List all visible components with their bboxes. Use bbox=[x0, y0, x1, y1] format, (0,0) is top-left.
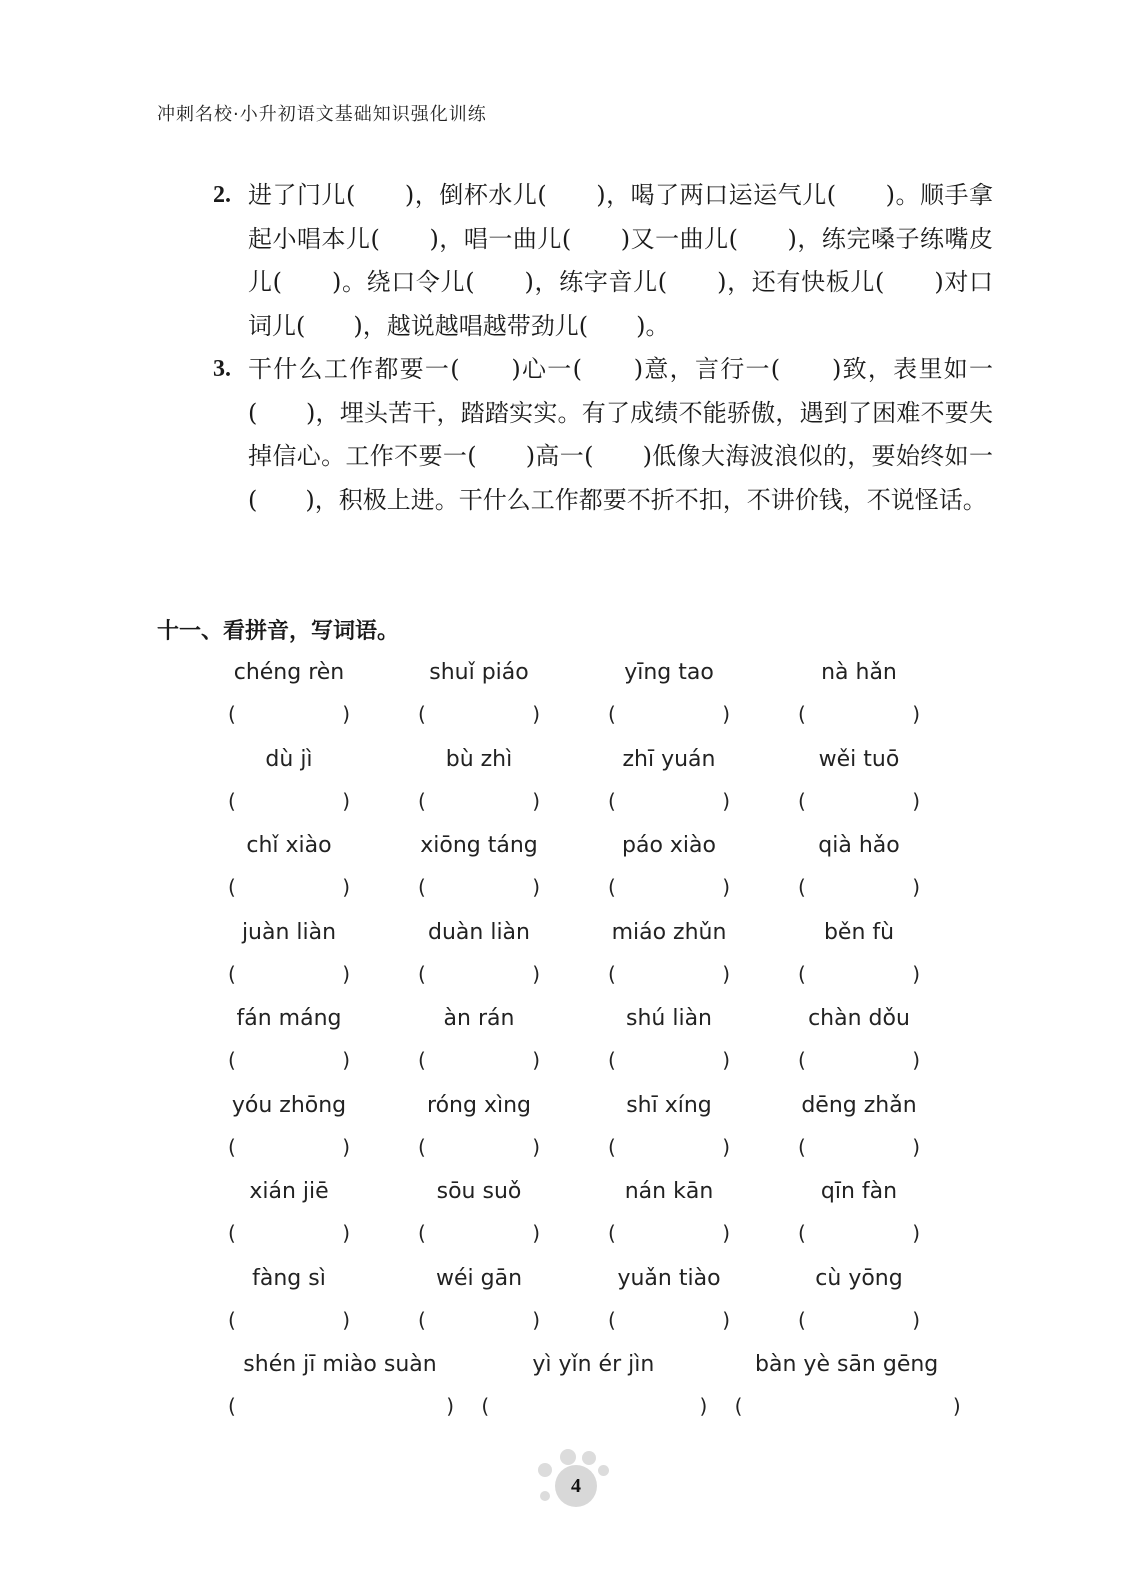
page-number: 4 bbox=[555, 1465, 597, 1507]
question-3 bbox=[213, 348, 993, 522]
paren-open: ( bbox=[418, 1048, 426, 1072]
pinyin-item bbox=[780, 737, 970, 824]
paren-close: ) bbox=[952, 1394, 961, 1418]
answer-blank[interactable] bbox=[228, 962, 350, 986]
paren-close: ) bbox=[532, 1134, 540, 1159]
pinyin-row bbox=[210, 1169, 970, 1256]
pinyin-item bbox=[210, 1256, 400, 1343]
answer-blank[interactable] bbox=[608, 962, 730, 986]
answer-blank[interactable] bbox=[608, 1135, 730, 1159]
answer-blank[interactable] bbox=[608, 1221, 730, 1245]
pinyin-item bbox=[210, 910, 400, 997]
pinyin-text: cù yōng bbox=[815, 1265, 903, 1291]
paw-dot-icon bbox=[582, 1451, 596, 1465]
answer-blank[interactable] bbox=[608, 789, 730, 813]
pinyin-item bbox=[717, 1342, 970, 1429]
pinyin-text: shī xíng bbox=[626, 1092, 712, 1118]
paren-close: ) bbox=[342, 1134, 350, 1159]
pinyin-text: sōu suǒ bbox=[436, 1179, 522, 1204]
paren-close: ) bbox=[912, 1048, 920, 1072]
paren-close: ) bbox=[342, 788, 350, 813]
paren-open: ( bbox=[608, 961, 616, 986]
pinyin-item bbox=[463, 1342, 716, 1429]
answer-blank[interactable] bbox=[608, 702, 730, 726]
pinyin-grid bbox=[210, 650, 970, 1429]
pinyin-row bbox=[210, 1083, 970, 1170]
paren-open: ( bbox=[798, 961, 806, 986]
paren-open: ( bbox=[418, 875, 426, 899]
paren-open: ( bbox=[418, 1307, 426, 1332]
pinyin-text: shén jī miào suàn bbox=[243, 1352, 437, 1377]
pinyin-text: nán kān bbox=[624, 1179, 714, 1204]
paren-close: ) bbox=[912, 1307, 920, 1332]
paren-close: ) bbox=[912, 788, 920, 813]
pinyin-row-idioms bbox=[210, 1342, 970, 1429]
pinyin-item bbox=[210, 650, 400, 737]
pinyin-item bbox=[780, 910, 970, 997]
pinyin-row bbox=[210, 910, 970, 997]
paren-open: ( bbox=[228, 1307, 236, 1332]
answer-blank[interactable] bbox=[228, 1308, 350, 1332]
section-title: 十一、看拼音，写词语。 bbox=[157, 619, 400, 644]
paren-close: ) bbox=[912, 702, 920, 726]
pinyin-item bbox=[780, 1169, 970, 1256]
pinyin-text: fán máng bbox=[236, 1006, 342, 1031]
answer-blank[interactable] bbox=[228, 875, 350, 899]
paren-close: ) bbox=[912, 1221, 920, 1245]
pinyin-item bbox=[210, 1169, 400, 1256]
pinyin-item bbox=[400, 910, 590, 997]
pinyin-item bbox=[780, 1083, 970, 1170]
paren-open: ( bbox=[228, 788, 236, 813]
pinyin-item bbox=[400, 1083, 590, 1170]
answer-blank[interactable] bbox=[228, 702, 350, 726]
paren-close: ) bbox=[446, 1394, 454, 1418]
paren-close: ) bbox=[722, 1307, 730, 1332]
paren-open: ( bbox=[418, 961, 426, 986]
paren-open: ( bbox=[734, 1394, 743, 1418]
pinyin-row bbox=[210, 823, 970, 910]
paren-open: ( bbox=[418, 788, 426, 813]
pinyin-text: yīng tao bbox=[624, 660, 714, 685]
paren-open: ( bbox=[798, 1307, 806, 1332]
answer-blank[interactable] bbox=[798, 1048, 920, 1072]
pinyin-item bbox=[400, 996, 590, 1083]
answer-blank[interactable] bbox=[228, 1394, 454, 1418]
answer-blank[interactable] bbox=[418, 1135, 540, 1159]
pinyin-text: nà hǎn bbox=[821, 660, 897, 685]
paren-open: ( bbox=[228, 702, 236, 726]
paren-close: ) bbox=[532, 961, 540, 986]
paren-close: ) bbox=[532, 702, 540, 726]
paren-open: ( bbox=[798, 1134, 806, 1159]
pinyin-text: chǐ xiào bbox=[246, 833, 332, 858]
pinyin-item bbox=[590, 1256, 780, 1343]
answer-blank[interactable] bbox=[418, 702, 540, 726]
paren-open: ( bbox=[798, 875, 806, 899]
paw-dot-icon bbox=[540, 1491, 550, 1501]
pinyin-item bbox=[780, 1256, 970, 1343]
paw-dot-icon bbox=[538, 1463, 552, 1477]
pinyin-item bbox=[210, 737, 400, 824]
paren-close: ) bbox=[532, 1307, 540, 1332]
pinyin-item bbox=[590, 1083, 780, 1170]
pinyin-text: àn rán bbox=[443, 1006, 515, 1031]
pinyin-text: xiōng táng bbox=[420, 833, 538, 858]
paren-open: ( bbox=[228, 1048, 236, 1072]
paren-open: ( bbox=[228, 1221, 236, 1245]
pinyin-text: bàn yè sān gēng bbox=[755, 1352, 939, 1377]
paren-open: ( bbox=[608, 1048, 616, 1072]
paren-close: ) bbox=[722, 1221, 730, 1245]
answer-blank[interactable] bbox=[798, 1135, 920, 1159]
pinyin-item bbox=[400, 650, 590, 737]
question-text: 进了门儿( )，倒杯水儿( )，喝了两口运运气儿( )。顺手拿起小唱本儿( )，唱一曲儿( )又一曲儿( )，练完嗓子练嘴皮儿( )。绕口令儿( )，练字音儿( )，还有快板儿( )对口词儿( )，越说越唱越带劲儿( )。 bbox=[248, 181, 993, 340]
paren-close: ) bbox=[722, 1134, 730, 1159]
pinyin-text: juàn liàn bbox=[241, 919, 337, 945]
paren-close: ) bbox=[722, 702, 730, 726]
pinyin-item bbox=[780, 823, 970, 910]
pinyin-text: wěi tuō bbox=[818, 746, 900, 772]
paren-close: ) bbox=[342, 1048, 350, 1072]
pinyin-text: dēng zhǎn bbox=[801, 1092, 917, 1118]
paren-close: ) bbox=[532, 875, 540, 899]
page-header: 冲刺名校·小升初语文基础知识强化训练 bbox=[157, 104, 487, 125]
answer-blank[interactable] bbox=[418, 1221, 540, 1245]
paren-close: ) bbox=[342, 1307, 350, 1332]
question-text: 干什么工作都要一( )心一( )意，言行一( )致，表里如一( )，埋头苦干，踏踏实实。有了成绩不能骄傲，遇到了困难不要失掉信心。工作不要一( )高一( )低像大海波浪似的，要始终如一( )，积极上进。干什么工作都要不折不扣，不讲价钱，不说怪话。 bbox=[248, 355, 993, 514]
pinyin-item bbox=[210, 823, 400, 910]
paren-open: ( bbox=[228, 1134, 236, 1159]
pinyin-text: wéi gān bbox=[435, 1265, 523, 1291]
answer-blank[interactable] bbox=[228, 1048, 350, 1072]
question-number: 2. bbox=[213, 182, 231, 208]
paren-open: ( bbox=[798, 702, 806, 726]
paren-open: ( bbox=[481, 1394, 490, 1418]
paren-open: ( bbox=[608, 1221, 616, 1245]
answer-blank[interactable] bbox=[228, 789, 350, 813]
paren-open: ( bbox=[418, 1221, 426, 1245]
paren-close: ) bbox=[532, 788, 540, 813]
paren-close: ) bbox=[532, 1221, 540, 1245]
paren-open: ( bbox=[608, 702, 616, 726]
paren-open: ( bbox=[608, 1134, 616, 1159]
paren-open: ( bbox=[798, 1048, 806, 1072]
pinyin-item bbox=[780, 996, 970, 1083]
pinyin-item bbox=[590, 737, 780, 824]
question-number: 3. bbox=[213, 356, 231, 382]
paren-open: ( bbox=[798, 1221, 806, 1245]
pinyin-text: yuǎn tiào bbox=[617, 1265, 721, 1291]
pinyin-text: chéng rèn bbox=[233, 660, 345, 685]
answer-blank[interactable] bbox=[608, 1048, 730, 1072]
pinyin-text: zhī yuán bbox=[622, 746, 716, 772]
pinyin-item bbox=[400, 1169, 590, 1256]
pinyin-item bbox=[590, 1169, 780, 1256]
paren-close: ) bbox=[912, 875, 920, 899]
paren-close: ) bbox=[722, 1048, 730, 1072]
pinyin-text: bù zhì bbox=[445, 746, 513, 772]
pinyin-item bbox=[210, 1083, 400, 1170]
pinyin-row bbox=[210, 650, 970, 737]
answer-blank[interactable] bbox=[418, 875, 540, 899]
paw-dot-icon bbox=[598, 1465, 609, 1476]
paren-close: ) bbox=[532, 1048, 540, 1072]
paren-close: ) bbox=[722, 875, 730, 899]
pinyin-text: páo xiào bbox=[622, 833, 716, 858]
paren-open: ( bbox=[608, 875, 616, 899]
paren-open: ( bbox=[418, 702, 426, 726]
pinyin-item bbox=[210, 996, 400, 1083]
paren-close: ) bbox=[342, 1221, 350, 1245]
pinyin-item bbox=[590, 823, 780, 910]
paren-close: ) bbox=[342, 875, 350, 899]
pinyin-item bbox=[590, 650, 780, 737]
answer-blank[interactable] bbox=[798, 875, 920, 899]
pinyin-item bbox=[400, 737, 590, 824]
answer-blank[interactable] bbox=[418, 789, 540, 813]
paren-close: ) bbox=[342, 702, 350, 726]
answer-blank[interactable] bbox=[418, 1048, 540, 1072]
answer-blank[interactable] bbox=[798, 1221, 920, 1245]
paren-close: ) bbox=[722, 788, 730, 813]
pinyin-text: qīn fàn bbox=[820, 1179, 898, 1204]
paren-close: ) bbox=[722, 961, 730, 986]
pinyin-row bbox=[210, 1256, 970, 1343]
pinyin-text: duàn liàn bbox=[428, 919, 530, 945]
question-2 bbox=[213, 174, 993, 348]
paw-dot-icon bbox=[560, 1449, 576, 1465]
answer-blank[interactable] bbox=[418, 962, 540, 986]
pinyin-text: chàn dǒu bbox=[808, 1006, 910, 1031]
paren-open: ( bbox=[228, 1394, 236, 1418]
pinyin-row bbox=[210, 996, 970, 1083]
pinyin-text: yóu zhōng bbox=[231, 1092, 347, 1118]
paren-close: ) bbox=[912, 1134, 920, 1159]
pinyin-item bbox=[590, 996, 780, 1083]
answer-blank[interactable] bbox=[798, 702, 920, 726]
page-footer bbox=[534, 1445, 614, 1515]
pinyin-text: běn fù bbox=[823, 919, 895, 945]
answer-blank[interactable] bbox=[798, 1308, 920, 1332]
pinyin-text: fàng sì bbox=[252, 1265, 326, 1291]
paren-open: ( bbox=[608, 1307, 616, 1332]
answer-blank[interactable] bbox=[608, 1308, 730, 1332]
pinyin-item bbox=[780, 650, 970, 737]
answer-blank[interactable] bbox=[228, 1221, 350, 1245]
pinyin-text: shú liàn bbox=[626, 1006, 712, 1031]
paren-open: ( bbox=[228, 961, 236, 986]
pinyin-text: dù jì bbox=[265, 746, 313, 772]
paren-close: ) bbox=[912, 961, 920, 986]
answer-blank[interactable] bbox=[608, 875, 730, 899]
paren-open: ( bbox=[798, 788, 806, 813]
pinyin-item bbox=[400, 823, 590, 910]
pinyin-row bbox=[210, 737, 970, 824]
pinyin-text: róng xìng bbox=[427, 1092, 531, 1118]
pinyin-text: xián jiē bbox=[249, 1179, 329, 1204]
paren-close: ) bbox=[699, 1394, 708, 1418]
paren-open: ( bbox=[608, 788, 616, 813]
paren-open: ( bbox=[418, 1134, 426, 1159]
pinyin-text: yì yǐn ér jìn bbox=[532, 1352, 655, 1377]
pinyin-text: qià hǎo bbox=[818, 833, 900, 858]
pinyin-item bbox=[400, 1256, 590, 1343]
pinyin-item bbox=[210, 1342, 463, 1429]
paren-open: ( bbox=[228, 875, 236, 899]
answer-blank[interactable] bbox=[798, 789, 920, 813]
answer-blank[interactable] bbox=[418, 1308, 540, 1332]
answer-blank[interactable] bbox=[798, 962, 920, 986]
answer-blank[interactable] bbox=[228, 1135, 350, 1159]
pinyin-text: shuǐ piáo bbox=[429, 660, 529, 685]
answer-blank[interactable] bbox=[735, 1394, 961, 1418]
pinyin-item bbox=[590, 910, 780, 997]
paren-close: ) bbox=[342, 961, 350, 986]
answer-blank[interactable] bbox=[481, 1394, 707, 1418]
pinyin-text: miáo zhǔn bbox=[611, 919, 727, 945]
